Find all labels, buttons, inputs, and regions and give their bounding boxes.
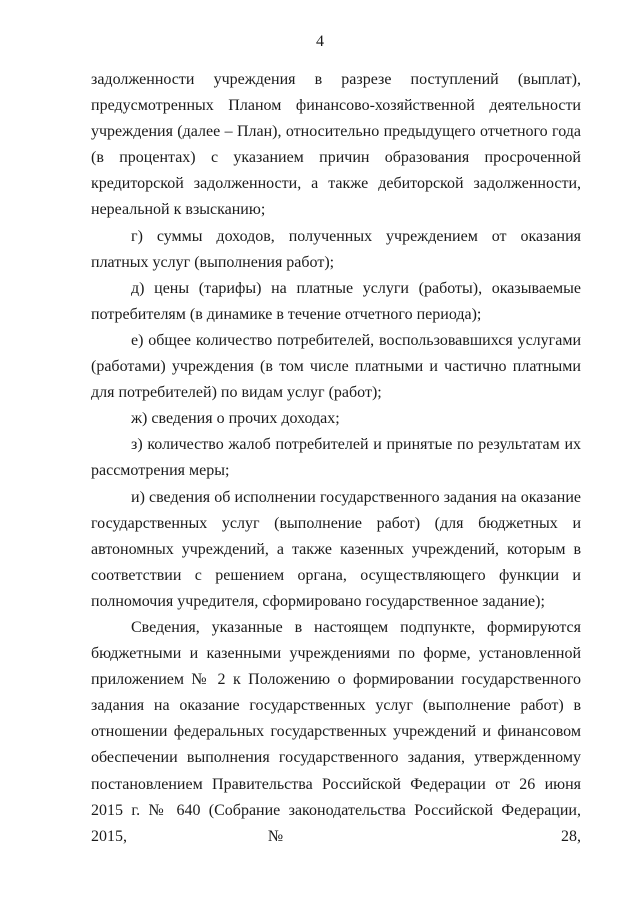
- paragraph-item-e: е) общее количество потребителей, воспользовавшихся услугами (работами) учреждения (в том числе платными и частично платными для потребителей) по видам услуг (работ);: [91, 331, 581, 402]
- paragraph-item-zh: ж) сведения о прочих доходах;: [131, 410, 340, 428]
- paragraph-item-d: д) цены (тарифы) на платные услуги (работы), оказываемые потребителям (в динамике в течение отчетного периода);: [91, 279, 581, 323]
- document-body: [91, 67, 581, 850]
- paragraph-info-note: Сведения, указанные в настоящем подпункте, формируются бюджетными и казенными учреждениями по форме, установленной приложением № 2 к Положению о формировании государственного задания на оказание государственных услуг (выполнение работ) в отношении федеральных государственных учреждений и финансовом обеспечении выполнения государственного задания, утвержденному постановлением Правительства Российской Федерации от 26 июня 2015 г. № 640 (Собрание законодательства Российской Федерации, 2015, № 28,: [91, 618, 581, 845]
- page-number: 4: [316, 33, 324, 50]
- paragraph-item-g: г) суммы доходов, полученных учреждением от оказания платных услуг (выполнения работ);: [91, 227, 581, 271]
- paragraph-item-i: и) сведения об исполнении государственного задания на оказание государственных услуг (выполнение работ) (для бюджетных и автономных учреждений, а также казенных учреждений, которым в соответствии с решением органа, осуществляющего функции и полномочия учредителя, сформировано государственное задание);: [91, 488, 581, 610]
- paragraph-debt-continuation: задолженности учреждения в разрезе поступлений (выплат), предусмотренных Планом финансово-хозяйственной деятельности учреждения (далее – План), относительно предыдущего отчетного года (в процентах) с указанием причин образования просроченной кредиторской задолженности, а также дебиторской задолженности, нереальной к взысканию;: [91, 71, 581, 219]
- paragraph-item-z: з) количество жалоб потребителей и принятые по результатам их рассмотрения меры;: [91, 436, 581, 480]
